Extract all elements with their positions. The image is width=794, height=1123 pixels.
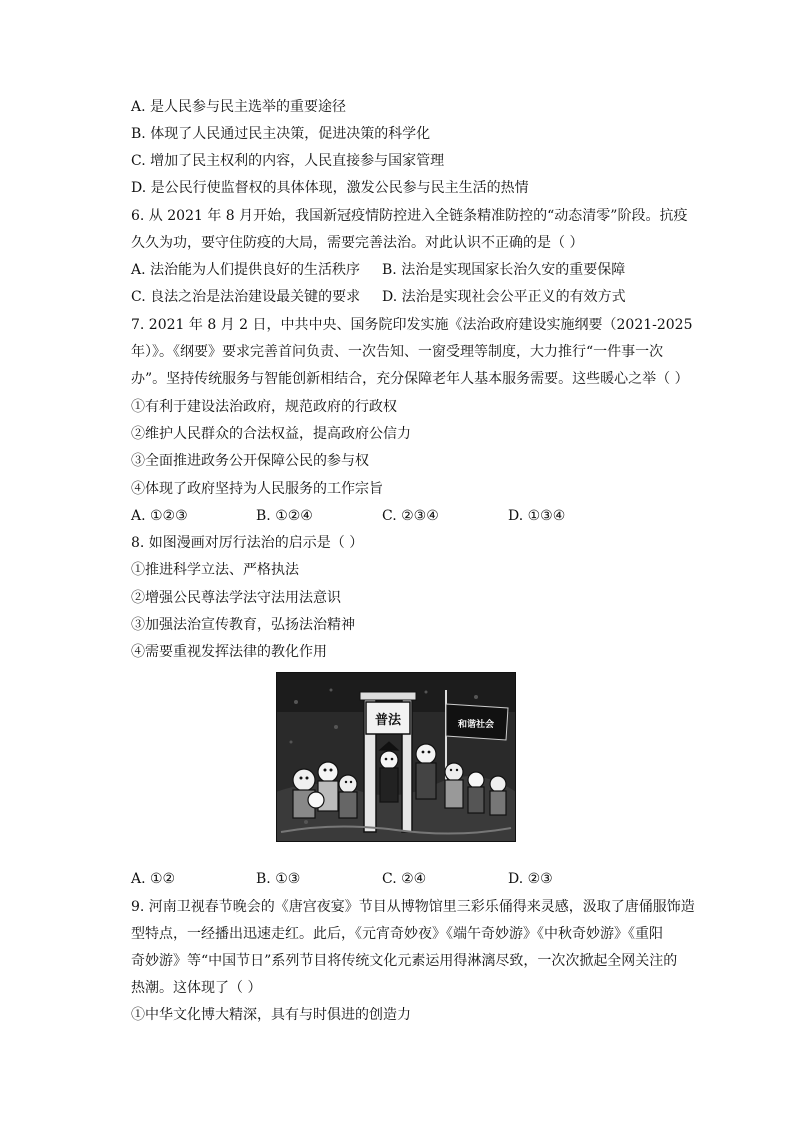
q5-option-b[interactable]: B. 体现了人民通过民主决策，促进决策的科学化 bbox=[131, 126, 431, 142]
q7-stem-line1: 7. 2021 年 8 月 2 日，中共中央、国务院印发实施《法治政府建设实施纲要（2021-2025 bbox=[131, 317, 693, 333]
q9-stem-line4: 热潮。这体现了（ ） bbox=[131, 980, 262, 996]
q5-option-a[interactable]: A. 是人民参与民主选举的重要途径 bbox=[131, 99, 347, 115]
q6-option-d[interactable]: D. 法治是实现社会公平正义的有效方式 bbox=[382, 289, 626, 305]
q7-item-2: ②维护人民群众的合法权益，提高政府公信力 bbox=[131, 426, 411, 442]
q8-option-c[interactable]: C. ②④ bbox=[382, 871, 427, 887]
q6-option-c[interactable]: C. 良法之治是法治建设最关键的要求 bbox=[131, 289, 361, 305]
q8-option-d[interactable]: D. ②③ bbox=[508, 871, 553, 887]
q7-option-b[interactable]: B. ①②④ bbox=[256, 508, 313, 524]
q8-item-1: ①推进科学立法、严格执法 bbox=[131, 562, 299, 578]
q8-stem: 8. 如图漫画对厉行法治的启示是（ ） bbox=[131, 535, 364, 551]
q7-option-c[interactable]: C. ②③④ bbox=[382, 508, 439, 524]
q7-item-3: ③全面推进政务公开保障公民的参与权 bbox=[131, 453, 369, 469]
q6-option-b[interactable]: B. 法治是实现国家长治久安的重要保障 bbox=[382, 262, 626, 278]
q6-stem-line2: 久久为功，要守住防疫的大局，需要完善法治。对此认识不正确的是（ ） bbox=[131, 235, 584, 251]
banner-text: 和谐社会 bbox=[457, 720, 495, 730]
q8-item-4: ④需要重视发挥法律的教化作用 bbox=[131, 644, 327, 660]
gate-sign-text: 普法 bbox=[374, 713, 402, 728]
q9-stem-line1: 9. 河南卫视春节晚会的《唐宫夜宴》节目从博物馆里三彩乐俑得来灵感，汲取了唐俑服饰造 bbox=[131, 899, 695, 915]
q7-option-d[interactable]: D. ①③④ bbox=[508, 508, 566, 524]
q9-item-1: ①中华文化博大精深，具有与时俱进的创造力 bbox=[131, 1007, 411, 1023]
q5-option-c[interactable]: C. 增加了民主权利的内容，人民直接参与国家管理 bbox=[131, 153, 445, 169]
q7-stem-line3: 办”。坚持传统服务与智能创新相结合，充分保障老年人基本服务需要。这些暖心之举（ ） bbox=[131, 371, 689, 387]
q8-item-3: ③加强法治宣传教育，弘扬法治精神 bbox=[131, 617, 355, 633]
law-cartoon-image bbox=[276, 672, 516, 842]
q9-stem-line2: 型特点，一经播出迅速走红。此后，《元宵奇妙夜》《端午奇妙游》《中秋奇妙游》《重阳 bbox=[131, 926, 663, 942]
q5-option-d[interactable]: D. 是公民行使监督权的具体体现，激发公民参与民主生活的热情 bbox=[131, 180, 529, 196]
q8-option-b[interactable]: B. ①③ bbox=[256, 871, 301, 887]
q6-stem-line1: 6. 从 2021 年 8 月开始，我国新冠疫情防控进入全链条精准防控的“动态清零”阶段。抗疫 bbox=[131, 208, 688, 224]
q8-item-2: ②增强公民尊法学法守法用法意识 bbox=[131, 590, 341, 606]
q7-item-1: ①有利于建设法治政府，规范政府的行政权 bbox=[131, 399, 397, 415]
q7-item-4: ④体现了政府坚持为人民服务的工作宗旨 bbox=[131, 481, 383, 497]
q8-option-a[interactable]: A. ①② bbox=[131, 871, 176, 887]
q7-stem-line2: 年）》。《纲要》要求完善首问负责、一次告知、一窗受理等制度，大力推行“一件事一次 bbox=[131, 344, 664, 360]
q7-option-a[interactable]: A. ①②③ bbox=[131, 508, 188, 524]
q9-stem-line3: 奇妙游》等“中国节日”系列节目将传统文化元素运用得淋漓尽致，一次次掀起全网关注的 bbox=[131, 953, 678, 969]
q6-option-a[interactable]: A. 法治能为人们提供良好的生活秩序 bbox=[131, 262, 361, 278]
